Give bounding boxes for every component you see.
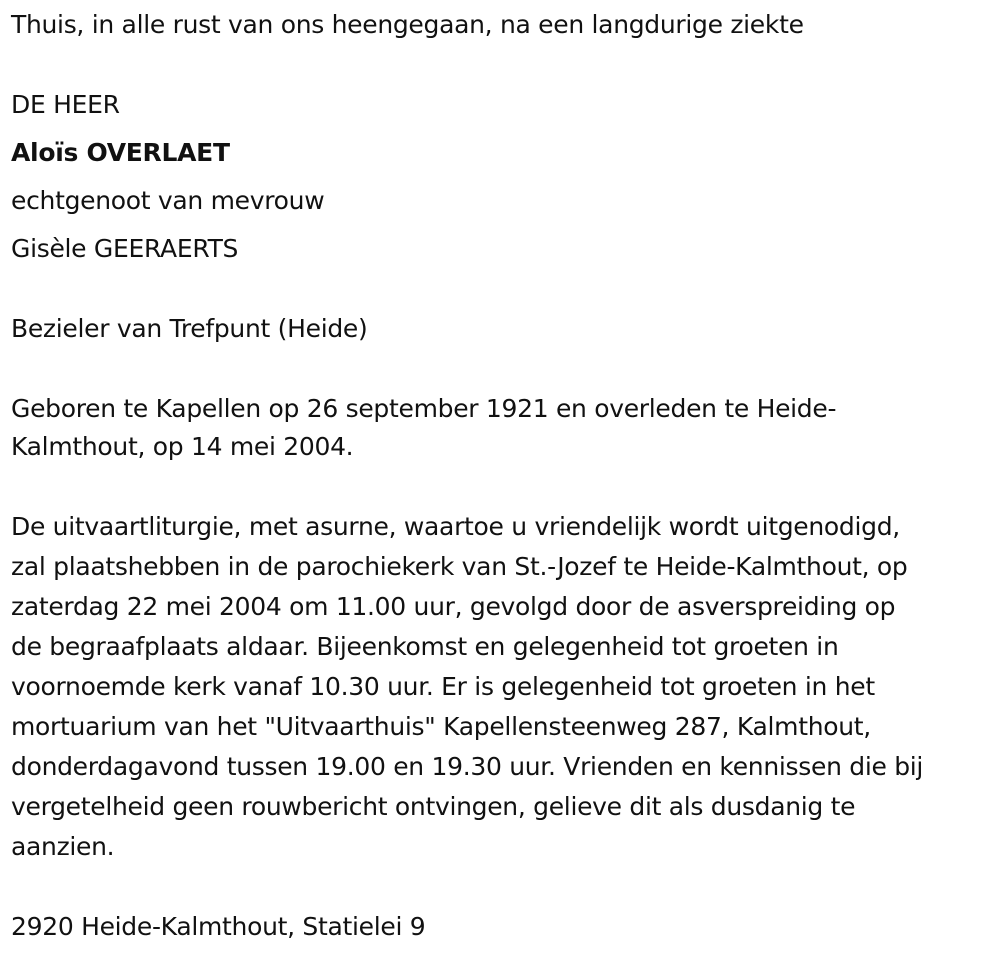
funeral-line-9: aanzien.	[11, 832, 115, 861]
spouse-name: Gisèle GEERAERTS	[11, 234, 239, 263]
funeral-line-8: vergetelheid geen rouwbericht ontvingen, gelieve dit als dusdanig te	[11, 792, 856, 821]
birth-death-line-1: Geboren te Kapellen op 26 september 1921 en overleden te Heide-	[11, 394, 837, 423]
funeral-line-5: voornoemde kerk vanaf 10.30 uur. Er is gelegenheid tot groeten in het	[11, 672, 875, 701]
funeral-line-6: mortuarium van het "Uitvaarthuis" Kapellensteenweg 287, Kalmthout,	[11, 712, 871, 741]
funeral-line-4: de begraafplaats aldaar. Bijeenkomst en gelegenheid tot groeten in	[11, 632, 839, 661]
deceased-name: Aloïs OVERLAET	[11, 138, 230, 167]
birth-death-line-2: Kalmthout, op 14 mei 2004.	[11, 432, 354, 461]
funeral-line-1: De uitvaartliturgie, met asurne, waartoe u vriendelijk wordt uitgenodigd,	[11, 512, 900, 541]
funeral-line-7: donderdagavond tussen 19.00 en 19.30 uur. Vrienden en kennissen die bij	[11, 752, 924, 781]
address-text: 2920 Heide-Kalmthout, Statielei 9	[11, 912, 426, 941]
salutation: DE HEER	[11, 90, 120, 119]
funeral-line-3: zaterdag 22 mei 2004 om 11.00 uur, gevolgd door de asverspreiding op	[11, 592, 896, 621]
intro-text: Thuis, in alle rust van ons heengegaan, na een langdurige ziekte	[11, 10, 804, 39]
role-text: Bezieler van Trefpunt (Heide)	[11, 314, 368, 343]
funeral-line-2: zal plaatshebben in de parochiekerk van St.-Jozef te Heide-Kalmthout, op	[11, 552, 908, 581]
relation-text: echtgenoot van mevrouw	[11, 186, 325, 215]
